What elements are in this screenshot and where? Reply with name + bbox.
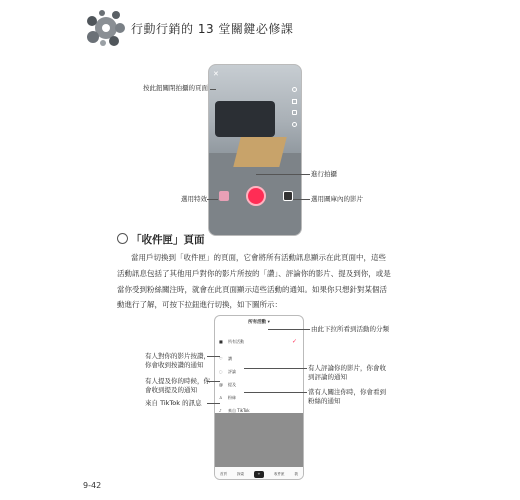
camera-screen-phone	[208, 64, 302, 236]
tab-discover[interactable]: 探索	[237, 471, 244, 476]
section-title: 「收件匣」頁面	[117, 232, 205, 247]
tab-inbox[interactable]: 收件匣	[274, 471, 285, 476]
menu-item-comments[interactable]: ◌ 評論	[219, 369, 236, 374]
annotation-gallery: 選用圖庫內的影片	[311, 195, 363, 203]
gallery-button[interactable]	[283, 191, 293, 201]
annotation-likes: 有人對你的影片按讚， 你會收到按讚的通知	[145, 352, 210, 369]
section-bullet-icon	[117, 233, 128, 244]
dimmed-overlay	[215, 413, 303, 467]
sofa-image	[215, 101, 275, 137]
table-image	[233, 137, 286, 167]
activity-menu	[215, 334, 303, 414]
annotation-effects: 選用特效	[181, 195, 207, 203]
annotation-close: 按此鈕關閉拍攝的頁面	[143, 84, 208, 92]
tab-home[interactable]: 首頁	[220, 471, 227, 476]
speed-icon[interactable]	[292, 99, 297, 104]
activity-dropdown[interactable]: 所有活動 ▾	[248, 320, 270, 325]
tab-profile[interactable]: 我	[294, 471, 298, 476]
tab-create[interactable]: +	[254, 471, 264, 478]
header-icon-cluster	[84, 8, 128, 48]
page-header-title: 行動行銷的 13 堂關鍵必修課	[131, 22, 294, 36]
annotation-comments: 有人評論你的影片，你會收 到評論的通知	[308, 364, 386, 381]
right-toolbar	[292, 87, 298, 127]
annotation-tiktok: 來自 TikTok 的訊息	[145, 399, 202, 407]
inbox-screen-phone	[214, 315, 304, 480]
menu-item-followers[interactable]: ♙ 粉絲	[219, 395, 236, 400]
annotation-dropdown: 由此下拉所看到活動的分類	[311, 325, 389, 333]
flip-icon[interactable]	[292, 87, 297, 92]
menu-item-tiktok[interactable]: ♪ 來自 TikTok	[219, 408, 250, 413]
timer-icon[interactable]	[292, 122, 297, 127]
record-button[interactable]	[246, 186, 266, 206]
body-paragraph: 當用戶切換到「收件匣」的頁面，它會將所有活動訊息顯示在此頁面中，這些 活動訊息包括了其他用戶對你的影片所按的「讚」、評論你的影片、提及到你，或是 當你受到粉絲關注時，就會在此頁面顯示這些活動的通知。如果你只想針對某個活 動進行了解，可按下拉鈕進行切換，如下圖所示：	[117, 253, 391, 310]
bottom-tab-bar	[215, 467, 303, 480]
filter-icon[interactable]	[292, 110, 297, 115]
annotation-mentions: 有人提及你的時候，你 會收到提及的通知	[145, 377, 210, 394]
annotation-record: 進行拍攝	[311, 170, 337, 178]
effects-button[interactable]	[219, 191, 229, 201]
menu-item-all[interactable]: ■ 所有活動 ✓	[219, 338, 297, 345]
menu-item-likes[interactable]: ♡ 讚	[219, 356, 232, 361]
close-icon[interactable]: ✕	[213, 70, 219, 78]
menu-item-mentions[interactable]: @ 提及	[219, 382, 236, 387]
annotation-followers: 當有人關注你時，你會看到 粉絲的通知	[308, 388, 386, 405]
page-number: 9-42	[83, 481, 102, 490]
